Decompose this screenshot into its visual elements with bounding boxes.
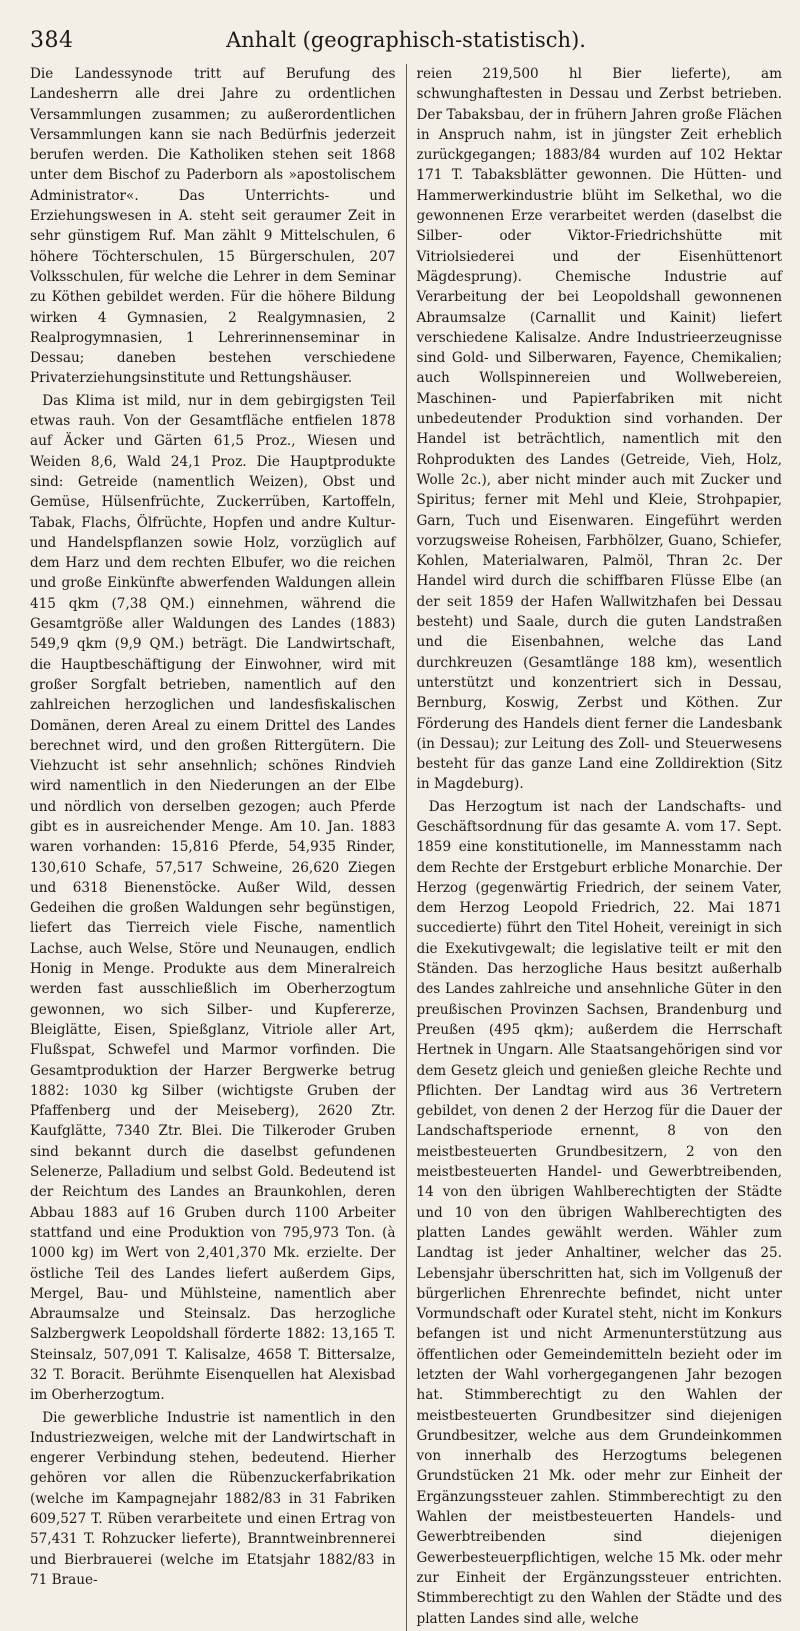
left-column: [30, 64, 407, 1631]
paragraph: Die gewerbliche Industrie ist namentlich in den Industriezweigen, welche mit der Landwirtschaft in engerer Verbindung stehen, bedeutend. Hierher gehören vor allen die Rübenzuckerfabrikation (welche im Kampagnejahr 1882/83 in 31 Fabriken 609,527 T. Rüben verarbeitete und einen Ertrag von 57,431 T. Rohzucker lieferte), Branntweinbrennerei und Bierbrauerei (welche im Etatsjahr 1882/83 in 71 Braue-: [30, 1409, 396, 1588]
page-header: [30, 22, 782, 56]
right-column: [407, 64, 783, 1631]
paragraph: Die Landessynode tritt auf Berufung des Landesherrn alle drei Jahre zu ordentlichen Versammlungen zusammen; zu außerordentlichen Versammlungen kann sie nach Bedürfnis jederzeit berufen werden. Die Katholiken stehen seit 1868 unter dem Bischof zu Paderborn als »apostolischem Administrator«. Das Unterrichts- und Erziehungswesen in A. steht seit geraumer Zeit in sehr günstigem Ruf. Man zählt 9 Mittelschulen, 6 höhere Töchterschulen, 15 Bürgerschulen, 207 Volksschulen, für welche die Lehrer in dem Seminar zu Köthen gebildet werden. Für die höhere Bildung wirken 4 Gymnasien, 2 Realgymnasien, 2 Realprogymnasien, 1 Lehrerinnenseminar in Dessau; daneben bestehen verschiedene Privaterziehungsinstitute und Rettungshäuser.: [30, 66, 396, 387]
text-columns: [30, 64, 782, 1631]
paragraph: Das Klima ist mild, nur in dem gebirgigsten Teil etwas rauh. Von der Gesamtfläche entfielen 1878 auf Äcker und Gärten 61,5 Proz., Wiesen und Weiden 8,6, Wald 24,1 Proz. Die Hauptprodukte sind: Getreide (namentlich Weizen), Obst und Gemüse, Hülsenfrüchte, Zuckerrüben, Kartoffeln, Tabak, Flachs, Ölfrüchte, Hopfen und andre Kultur- und Handelspflanzen sowie Holz, vorzüglich auf dem Harz und dem rechten Elbufer, wo die reichen und große Einkünfte abwerfenden Waldungen allein 415 qkm (7,38 QM.) einnehmen, während die Gesamtgröße aller Waldungen des Landes (1883) 549,9 qkm (9,9 QM.) beträgt. Die Landwirtschaft, die Hauptbeschäftigung der Einwohner, wird mit großer Sorgfalt betrieben, namentlich auf den zahlreichen herzoglichen und landesfiskalischen Domänen, deren Areal zu einem Drittel des Landes berechnet wird, und den großen Rittergütern. Die Viehzucht ist sehr ansehnlich; schönes Rindvieh wird namentlich in den Niederungen an der Elbe und nördlich von derselben gezogen; auch Pferde gibt es in ausreichender Menge. Am 10. Jan. 1883 waren vorhanden: 15,816 Pferde, 54,935 Rinder, 130,610 Schafe, 57,517 Schweine, 26,620 Ziegen und 6318 Bienenstöcke. Außer Wild, dessen Gedeihen die großen Waldungen sehr begünstigen, liefert das Tierreich viele Fische, namentlich Lachse, auch Welse, Störe und Neunaugen, endlich Honig in Menge. Produkte aus dem Mineralreich werden fast ausschließlich im Oberherzogtum gewonnen, wo sich Silber- und Kupfererze, Bleiglätte, Eisen, Spießglanz, Vitriole aller Art, Flußspat, Schwefel und Marmor vorfinden. Die Gesamtproduktion der Harzer Bergwerke betrug 1882: 1030 kg Silber (wichtigste Gruben der Pfaffenberg und der Meiseberg), 2620 Ztr. Kaufglätte, 7340 Ztr. Blei. Die Tilkeroder Gruben sind bekannt durch die daselbst gefundenen Selenerze, Palladium und selbst Gold. Bedeutend ist der Reichtum des Landes an Braunkohlen, deren Abbau 1883 auf 16 Gruben durch 1100 Arbeiter stattfand und eine Produktion von 795,973 Ton. (à 1000 kg) im Wert von 2,401,370 Mk. erzielte. Der östliche Teil des Landes liefert außerdem Gips, Mergel, Bau- und Mühlsteine, namentlich aber Abraumsalze und Steinsalz. Das herzogliche Salzbergwerk Leopoldshall förderte 1882: 13,165 T. Steinsalz, 507,091 T. Kalisalze, 4658 T. Bittersalze, 32 T. Boracit. Berühmte Eisenquellen hat Alexisbad im Oberherzogtum.: [30, 392, 396, 1404]
paragraph: reien 219,500 hl Bier lieferte), am schwunghaftesten in Dessau und Zerbst betrieben. Der Tabaksbau, der in frühern Jahren große Flächen in Anspruch nahm, ist in jüngster Zeit erheblich zurückgegangen; 1883/84 wurden auf 102 Hektar 171 T. Tabaksblätter gewonnen. Die Hütten- und Hammerwerkindustrie blüht im Selkethal, wo die gewonnenen Erze verarbeitet werden (daselbst die Silber- oder Viktor-Friedrichshütte mit Vitriolsiederei und der Eisenhüttenort Mägdesprung). Chemische Industrie auf Verarbeitung der bei Leopoldshall gewonnenen Abraumsalze (Carnallit und Kainit) liefert verschiedene Kalisalze. Andre Industrieerzeugnisse sind Gold- und Silberwaren, Fayence, Chemikalien; auch Wollspinnereien und Wollwebereien, Maschinen- und Papierfabriken mit nicht unbedeutender Produktion sind vorhanden. Der Handel ist beträchtlich, namentlich mit den Rohprodukten des Landes (Getreide, Vieh, Holz, Wolle 2c.), aber nicht minder auch mit Zucker und Spiritus; ferner mit Mehl und Kleie, Strohpapier, Garn, Tuch und Eisenwaren. Eingeführt werden vorzugsweise Roheisen, Farbhölzer, Guano, Schiefer, Kohlen, Materialwaren, Palmöl, Thran 2c. Der Handel wird durch die schiffbaren Flüsse Elbe (an der seit 1859 der Hafen Wallwitzhafen bei Dessau besteht) und Saale, durch die guten Landstraßen und die Eisenbahnen, welche das Land durchkreuzen (Gesamtlänge 188 km), wesentlich unterstützt und konzentriert sich in Dessau, Bernburg, Koswig, Zerbst und Köthen. Zur Förderung des Handels dient ferner die Landesbank (in Dessau); zur Leitung des Zoll- und Steuerwesens besteht für das ganze Land eine Zolldirektion (Sitz in Magdeburg).: [416, 66, 782, 793]
page-number: 384: [30, 28, 74, 53]
running-title: Anhalt (geographisch-statistisch).: [226, 28, 586, 52]
paragraph: Das Herzogtum ist nach der Landschafts- und Geschäftsordnung für das gesamte A. vom 17. Sept. 1859 eine konstitutionelle, im Mannesstamm nach dem Rechte der Erstgeburt erbliche Monarchie. Der Herzog (gegenwärtig Friedrich, der seinem Vater, dem Herzog Leopold Friedrich, 22. Mai 1871 succedierte) führt den Titel Hoheit, vereinigt in sich die Exekutivgewalt; die legislative teilt er mit den Ständen. Das herzogliche Haus besitzt außerhalb des Landes zahlreiche und ansehnliche Güter in den preußischen Provinzen Sachsen, Brandenburg und Preußen (495 qkm); außerdem die Herrschaft Hertnek in Ungarn. Alle Staatsangehörigen sind vor dem Gesetz gleich und genießen gleiche Rechte und Pflichten. Der Landtag wird aus 36 Vertretern gebildet, von denen 2 der Herzog für die Dauer der Landschaftsperiode ernennt, 8 von den meistbesteuerten Grundbesitzern, 2 von den meistbesteuerten Handel- und Gewerbtreibenden, 14 von den übrigen Wahlberechtigten der Städte und 10 von den übrigen Wahlberechtigten des platten Landes gewählt werden. Wähler zum Landtag ist jeder Anhaltiner, welcher das 25. Lebensjahr überschritten hat, sich im Vollgenuß der bürgerlichen Ehrenrechte befindet, nicht unter Vormundschaft oder Kuratel steht, nicht im Konkurs befangen ist und nicht Armenunterstützung aus öffentlichen oder Gemeindemitteln bezieht oder im letzten der Wahl vorhergegangenen Jahr bezogen hat. Stimmberechtigt zu den Wahlen der meistbesteuerten Grundbesitzer sind diejenigen Grundbesitzer, welche aus dem Grundeinkommen von innerhalb des Herzogtums belegenen Grundstücken 21 Mk. oder mehr zur Einheit der Ergänzungssteuer zahlen. Stimmberechtigt zu den Wahlen der meistbesteuerten Handels- und Gewerbtreibenden sind diejenigen Gewerbesteuerpflichtigen, welche 15 Mk. oder mehr zur Einheit der Ergänzungssteuer entrichten. Stimmberechtigt zu den Wahlen der Städte und des platten Landes sind alle, welche: [416, 798, 782, 1627]
